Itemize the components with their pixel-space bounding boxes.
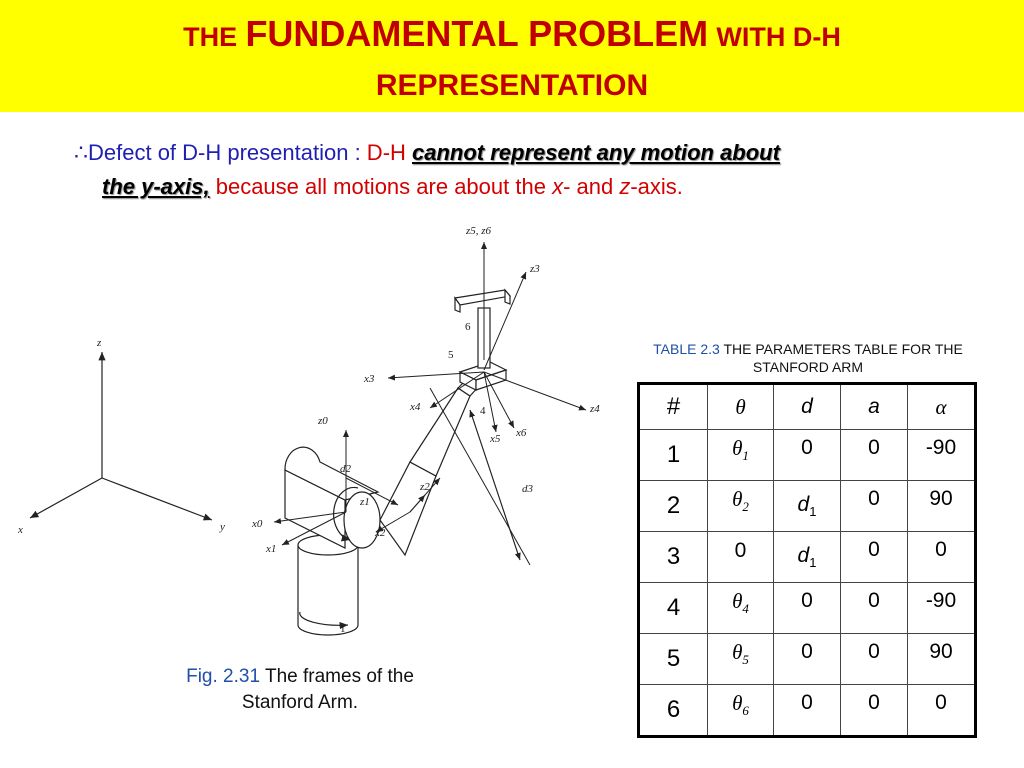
cell-alpha: 90 [908, 634, 976, 685]
label-x6: x6 [516, 427, 527, 439]
table-row [639, 583, 976, 634]
bullet-z: z [619, 174, 631, 199]
table-row [639, 532, 976, 583]
ref-axis-y: y [220, 521, 225, 533]
reference-frame [30, 352, 212, 520]
title-with: WITH D-H [716, 22, 841, 52]
cell-index: 4 [639, 583, 708, 634]
cell-a: 0 [841, 430, 908, 481]
bullet-rest-3: -axis. [630, 174, 683, 199]
bullet-x: x [552, 174, 564, 199]
label-z3: z3 [530, 263, 540, 275]
bullet-text [74, 136, 994, 204]
cell-a: 0 [841, 481, 908, 532]
stanford-arm-diagram [0, 215, 620, 660]
cell-theta: $\theta_4$ [708, 583, 774, 634]
title-band [0, 0, 1024, 112]
bullet-dh: D-H [360, 140, 413, 165]
cell-d: 0 [774, 634, 841, 685]
caption-text-1: The frames of the [260, 666, 414, 687]
dh-parameters-table [637, 382, 977, 738]
table-caption [618, 340, 998, 376]
header-alpha: α [908, 384, 976, 430]
header-d: d [774, 384, 841, 430]
cell-alpha: 0 [908, 532, 976, 583]
table-caption-text: THE PARAMETERS TABLE FOR THE [719, 341, 963, 357]
bullet-emph-2: the y-axis, [102, 174, 210, 199]
bullet-rest-1: because all motions are about the [209, 174, 553, 199]
table-header-row [639, 384, 976, 430]
cell-alpha: -90 [908, 583, 976, 634]
cell-index: 1 [639, 430, 708, 481]
label-1: 1 [340, 623, 346, 635]
cell-alpha: 90 [908, 481, 976, 532]
label-z0: z0 [318, 415, 328, 427]
cell-d: $d_1$ [774, 481, 841, 532]
cell-index: 5 [639, 634, 708, 685]
label-6: 6 [465, 321, 471, 333]
cell-a: 0 [841, 583, 908, 634]
figure-caption [150, 664, 450, 716]
slide-title-line-2: REPRESENTATION [375, 69, 649, 102]
ref-axis-x: x [18, 524, 23, 536]
table-body [639, 430, 976, 737]
table-caption-line-2: STANFORD ARM [752, 359, 864, 375]
cell-index: 3 [639, 532, 708, 583]
table-row [639, 634, 976, 685]
ref-axis-z: z [97, 337, 102, 349]
cell-theta: $\theta_1$ [708, 430, 774, 481]
table-row [639, 685, 976, 737]
cell-alpha: 0 [908, 685, 976, 737]
table-number: TABLE 2.3 [653, 341, 720, 357]
cell-theta: 0 [708, 532, 774, 583]
cell-a: 0 [841, 634, 908, 685]
label-d3: d3 [522, 483, 533, 495]
cell-theta: $\theta_5$ [708, 634, 774, 685]
cell-d: 0 [774, 685, 841, 737]
wrist [455, 290, 510, 390]
cell-theta: $\theta_6$ [708, 685, 774, 737]
cell-a: 0 [841, 532, 908, 583]
title-main: FUNDAMENTAL PROBLEM [245, 13, 709, 54]
label-d2: d2 [340, 463, 351, 475]
fig-number: Fig. 2.31 [186, 666, 261, 687]
cell-d: 0 [774, 583, 841, 634]
label-z5-z6: z5, z6 [466, 225, 492, 237]
cell-alpha: -90 [908, 430, 976, 481]
stanford-arm-figure [0, 215, 620, 665]
bullet-emph-1: cannot represent any motion about [412, 140, 780, 165]
arm-boom [380, 378, 480, 555]
label-x1: x1 [266, 543, 277, 555]
label-z2: z2 [420, 481, 430, 493]
label-5: 5 [448, 349, 454, 361]
label-z4: z4 [590, 403, 600, 415]
label-x5: x5 [490, 433, 501, 445]
table-row [639, 481, 976, 532]
header-a: a [841, 384, 908, 430]
cell-d: $d_1$ [774, 532, 841, 583]
label-4: 4 [480, 405, 486, 417]
header-theta: θ [708, 384, 774, 430]
label-x2: x2 [375, 527, 386, 539]
cell-a: 0 [841, 685, 908, 737]
label-z1: z1 [360, 496, 370, 508]
cell-index: 2 [639, 481, 708, 532]
bullet-lead: Defect of D-H presentation : [88, 140, 361, 165]
slide-title-line-1 [0, 14, 1024, 57]
label-x4: x4 [410, 401, 421, 413]
label-x0: x0 [252, 518, 263, 530]
cell-theta: $\theta_2$ [708, 481, 774, 532]
title-the: THE [183, 22, 238, 52]
cell-d: 0 [774, 430, 841, 481]
arm-base [285, 447, 380, 635]
therefore-symbol: ∴ [74, 140, 88, 165]
label-x3: x3 [364, 373, 375, 385]
bullet-line-2 [74, 170, 994, 204]
bullet-rest-2: - and [563, 174, 620, 199]
table-row [639, 430, 976, 481]
caption-text-2: Stanford Arm. [241, 692, 359, 713]
header-index: # [639, 384, 708, 430]
cell-index: 6 [639, 685, 708, 737]
